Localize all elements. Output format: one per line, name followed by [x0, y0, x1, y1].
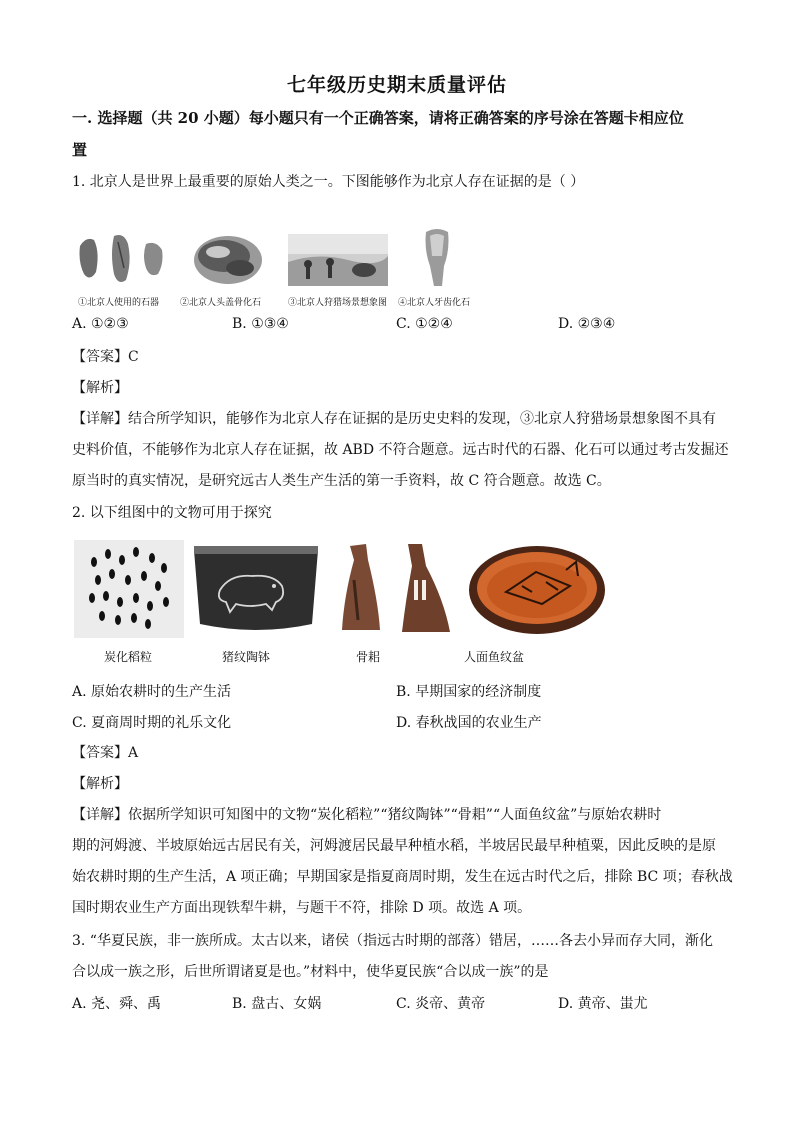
page-title: 七年级历史期末质量评估: [286, 74, 507, 96]
hunting-scene-image: [288, 234, 388, 286]
q2-detail-line1: 【详解】依据所学知识可知图中的文物“炭化稻粒”“猪纹陶钵”“骨耜”“人面鱼纹盆”与原始农耕时: [72, 807, 662, 823]
q3-stem-line2: 合以成一族之形，后世所谓诸夏是也。”材料中，使华夏民族“合以成一族”的是: [72, 964, 549, 980]
q1-detail-line1: 【详解】结合所学知识，能够作为北京人存在证据的是历史史料的发现，③北京人狩猎场景想象图不具有: [72, 411, 716, 427]
q1-detail-line3: 原当时的真实情况，是研究远古人类生产生活的第一手资料，故 C 符合题意。故选 C。: [72, 473, 611, 489]
q1-analysis-label: 【解析】: [72, 380, 128, 396]
q1-option-c: C. ①②④: [396, 316, 453, 332]
q1-caption-2: ②北京人头盖骨化石: [180, 298, 262, 308]
q1-answer: 【答案】C: [72, 349, 139, 365]
stone-tools-image: [74, 228, 166, 290]
q1-option-b: B. ①③④: [232, 316, 289, 332]
q2-option-d: D. 春秋战国的农业生产: [396, 715, 542, 731]
q1-detail-line2: 史料价值，不能够作为北京人存在证据，故 ABD 不符合题意。远古时代的石器、化石可以通过考古发掘还: [72, 442, 729, 458]
q2-detail-line2: 期的河姆渡、半坡原始远古居民有关，河姆渡居民最早种植水稻，半坡居民最早种植粟，因此反映的是原: [72, 838, 716, 854]
section-heading-line2: 置: [72, 141, 88, 159]
q1-stem: 1. 北京人是世界上最重要的原始人类之一。下图能够作为北京人存在证据的是（ ）: [72, 174, 585, 190]
q1-caption-3: ③北京人狩猎场景想象图: [288, 298, 388, 308]
q2-answer: 【答案】A: [72, 745, 139, 761]
q2-option-b: B. 早期国家的经济制度: [396, 684, 542, 700]
section-heading-line1: 一. 选择题（共 20 小题）每小题只有一个正确答案，请将正确答案的序号涂在答题卡相应位: [72, 109, 684, 127]
bone-spade-image: [336, 540, 462, 636]
q2-caption-4: 人面鱼纹盆: [464, 650, 525, 664]
q3-option-d: D. 黄帝、蚩尤: [558, 996, 648, 1012]
q2-stem: 2. 以下组图中的文物可用于探究: [72, 505, 272, 521]
q2-caption-3: 骨耜: [356, 650, 381, 664]
q2-detail-line4: 国时期农业生产方面出现铁犁牛耕，与题干不符，排除 D 项。故选 A 项。: [72, 900, 532, 916]
skull-fossil-image: [188, 228, 266, 290]
q2-option-a: A. 原始农耕时的生产生活: [72, 684, 232, 700]
q2-analysis-label: 【解析】: [72, 776, 128, 792]
q2-caption-2: 猪纹陶钵: [222, 650, 271, 664]
q3-option-b: B. 盘古、女娲: [232, 996, 322, 1012]
q1-caption-4: ④北京人牙齿化石: [398, 298, 471, 308]
q3-stem-line1: 3. “华夏民族，非一族所成。太古以来，诸侯（指远古时期的部落）错居，……各去小异而存大同，渐化: [72, 933, 713, 949]
q3-option-c: C. 炎帝、黄帝: [396, 996, 486, 1012]
pig-pattern-bowl-image: [190, 544, 322, 636]
q3-option-a: A. 尧、舜、禹: [72, 996, 162, 1012]
carbonized-rice-image: [74, 540, 184, 638]
q2-detail-line3: 始农耕时期的生产生活，A 项正确；早期国家是指夏商周时期，发生在远古时代之后，排除 BC 项；春秋战: [72, 869, 733, 885]
tooth-fossil-image: [420, 226, 454, 290]
q1-caption-1: ①北京人使用的石器: [78, 298, 160, 308]
q2-option-c: C. 夏商周时期的礼乐文化: [72, 715, 232, 731]
human-face-fish-basin-image: [466, 542, 608, 638]
q2-caption-1: 炭化稻粒: [104, 650, 153, 664]
q1-option-a: A. ①②③: [72, 316, 129, 332]
q1-option-d: D. ②③④: [558, 316, 616, 332]
